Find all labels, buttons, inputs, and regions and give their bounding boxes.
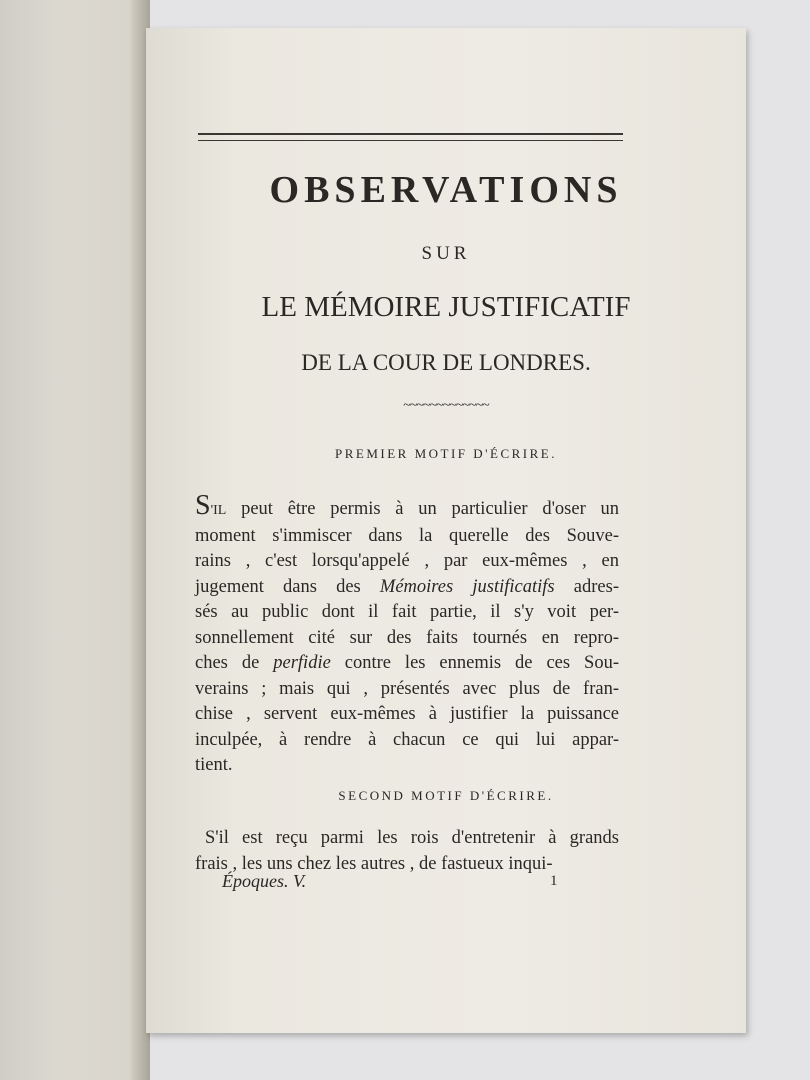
drop-cap: S — [195, 490, 211, 521]
text-line — [195, 524, 619, 550]
text-line — [195, 728, 619, 754]
double-rule — [198, 133, 623, 141]
title-observations: OBSERVATIONS — [269, 169, 623, 211]
facing-page — [0, 0, 150, 1080]
section-heading-2: SECOND MOTIF D'ÉCRIRE. — [338, 788, 554, 803]
italic-text: Mémoires justificatifs — [379, 576, 555, 597]
text-segment: tient. — [195, 755, 233, 775]
text-line — [195, 490, 619, 524]
text-line — [195, 677, 619, 703]
text-line — [195, 826, 619, 852]
title-memoire: LE MÉMOIRE JUSTIFICATIF — [261, 291, 631, 323]
text-segment: sonnellement cité sur des faits tournés en repro- — [195, 627, 619, 648]
text-line — [195, 600, 619, 626]
text-segment: moment s'immiscer dans la querelle des Souve- — [195, 525, 619, 546]
text-segment: inculpée, à rendre à chacun ce qui lui appar- — [195, 729, 619, 750]
text-segment: verains ; mais qui , présentés avec plus de fran- — [195, 678, 619, 699]
book-page — [146, 28, 746, 1033]
small-caps-word: 'IL — [210, 503, 227, 518]
text-segment: sés au public dont il fait partie, il s'y voit per- — [195, 602, 619, 622]
text-line — [195, 753, 619, 779]
ornament-rule: ~~~~~~~~~~~~~ — [403, 398, 489, 413]
text-segment: chise , servent eux-mêmes à justifier la puissance — [195, 704, 619, 724]
text-line — [195, 702, 619, 728]
text-segment: peut être permis à un particulier d'oser un — [226, 499, 619, 519]
text-segment: jugement dans des — [195, 576, 380, 597]
text-segment: contre les ennemis de ces Sou- — [330, 653, 619, 673]
text-segment: ches de — [195, 653, 274, 673]
paragraph-2 — [195, 826, 619, 877]
text-line — [195, 549, 619, 575]
text-segment: adres- — [554, 576, 619, 597]
paragraph-1 — [195, 490, 619, 779]
text-segment: rains , c'est lorsqu'appelé , par eux-mêmes , en — [195, 551, 619, 571]
page-number: 1 — [550, 873, 558, 889]
title-cour: DE LA COUR DE LONDRES. — [301, 350, 591, 375]
text-line — [195, 575, 619, 601]
italic-text: perfidie — [273, 653, 331, 673]
text-line — [195, 651, 619, 677]
text-line — [195, 626, 619, 652]
text-segment: frais , les uns chez les autres , de fastueux inqui- — [195, 853, 553, 874]
title-sur: SUR — [421, 243, 471, 264]
section-heading-1: PREMIER MOTIF D'ÉCRIRE. — [335, 446, 557, 461]
text-segment: S'il est reçu parmi les rois d'entretenir à grands — [205, 828, 619, 848]
signature-mark: Époques. V. — [222, 871, 307, 891]
